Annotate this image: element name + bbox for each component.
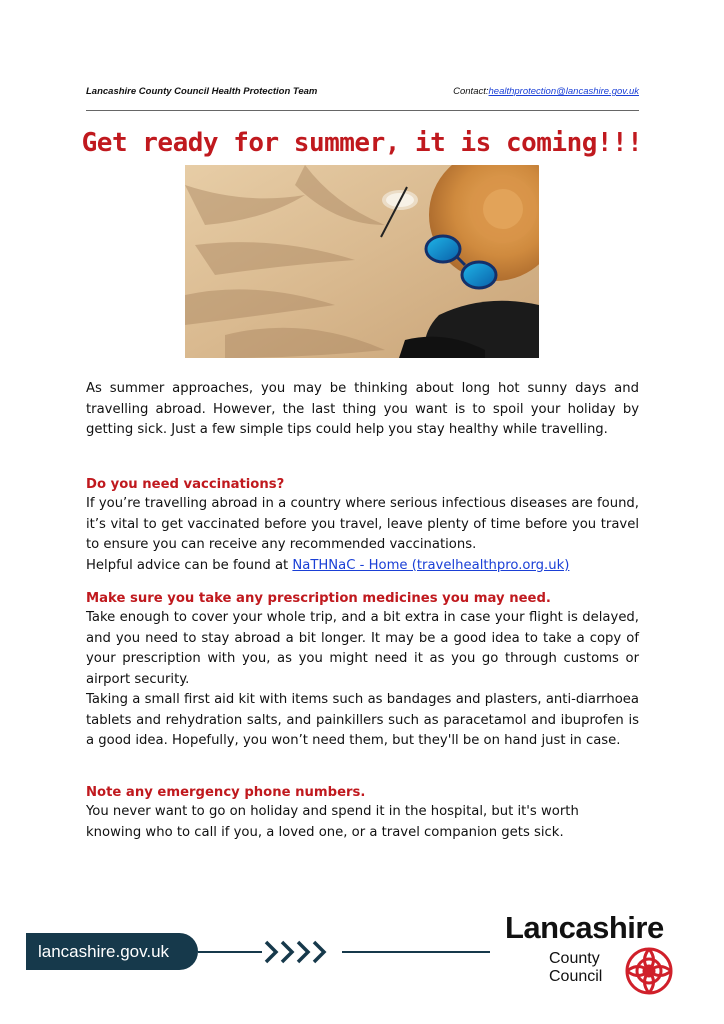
nathnac-link[interactable]: NaTHNaC - Home (travelhealthpro.org.uk)	[292, 557, 570, 573]
contact-label: Contact:	[453, 86, 489, 97]
header-divider	[86, 110, 639, 111]
section-medicines-paragraph-1: Take enough to cover your whole trip, and a bit extra in case your flight is delayed, and you need to stay abroad a bit longer. It may be a good idea to take a copy of your prescription with you, as you might need it as you go through customs or airport security.	[86, 610, 639, 687]
advice-line	[86, 556, 639, 577]
intro-paragraph	[86, 379, 639, 441]
footer-line-right	[342, 951, 490, 953]
section-medicines-heading: Make sure you take any prescription medicines you may need.	[86, 591, 551, 606]
logo-line-1: County	[549, 950, 600, 967]
red-rose-icon	[622, 944, 676, 998]
section-vaccinations-paragraph: If you’re travelling abroad in a country where serious infectious diseases are found, it’s vital to get vaccinated before you travel, leave plenty of time before you travel to ensure you can receive any recommended vaccinations.	[86, 496, 639, 552]
section-emergency-paragraph: You never want to go on holiday and spend it in the hospital, but it's worth knowing who to call if you, a loved one, or a travel companion gets sick.	[86, 804, 579, 840]
intro-text: As summer approaches, you may be thinking about long hot sunny days and travelling abroad. However, the last thing you want is to spoil your holiday by getting sick. Just a few simple tips could help you stay healthy while travelling.	[86, 381, 639, 437]
logo-name: Lancashire	[505, 910, 664, 945]
section-emergency-heading: Note any emergency phone numbers.	[86, 785, 366, 800]
beach-photo-icon	[185, 165, 539, 358]
header-team: Lancashire County Council Health Protection Team	[86, 86, 318, 97]
hero-image	[185, 165, 539, 358]
section-emergency-body	[86, 802, 606, 843]
advice-prefix: Helpful advice can be found at	[86, 557, 293, 573]
contact-email-link[interactable]: healthprotection@lancashire.gov.uk	[488, 86, 639, 97]
page-header	[86, 86, 639, 100]
website-pill[interactable]: lancashire.gov.uk	[26, 933, 198, 970]
header-contact	[453, 86, 639, 97]
footer-line-left	[198, 951, 262, 953]
section-vaccinations-heading: Do you need vaccinations?	[86, 477, 285, 492]
section-medicines-paragraph-2: Taking a small first aid kit with items such as bandages and plasters, anti-diarrhoea tablets and rehydration salts, and painkillers such as paracetamol and ibuprofen is a good idea. Hopefully, you won’t need them, but they'll be on hand just in case.	[86, 692, 639, 748]
section-medicines-body	[86, 608, 639, 752]
logo-line-2: Council	[549, 968, 603, 985]
page-title: Get ready for summer, it is coming!!!	[81, 128, 643, 158]
section-vaccinations-body	[86, 494, 639, 576]
chevrons-icon	[262, 936, 342, 968]
council-logo	[505, 910, 690, 1000]
